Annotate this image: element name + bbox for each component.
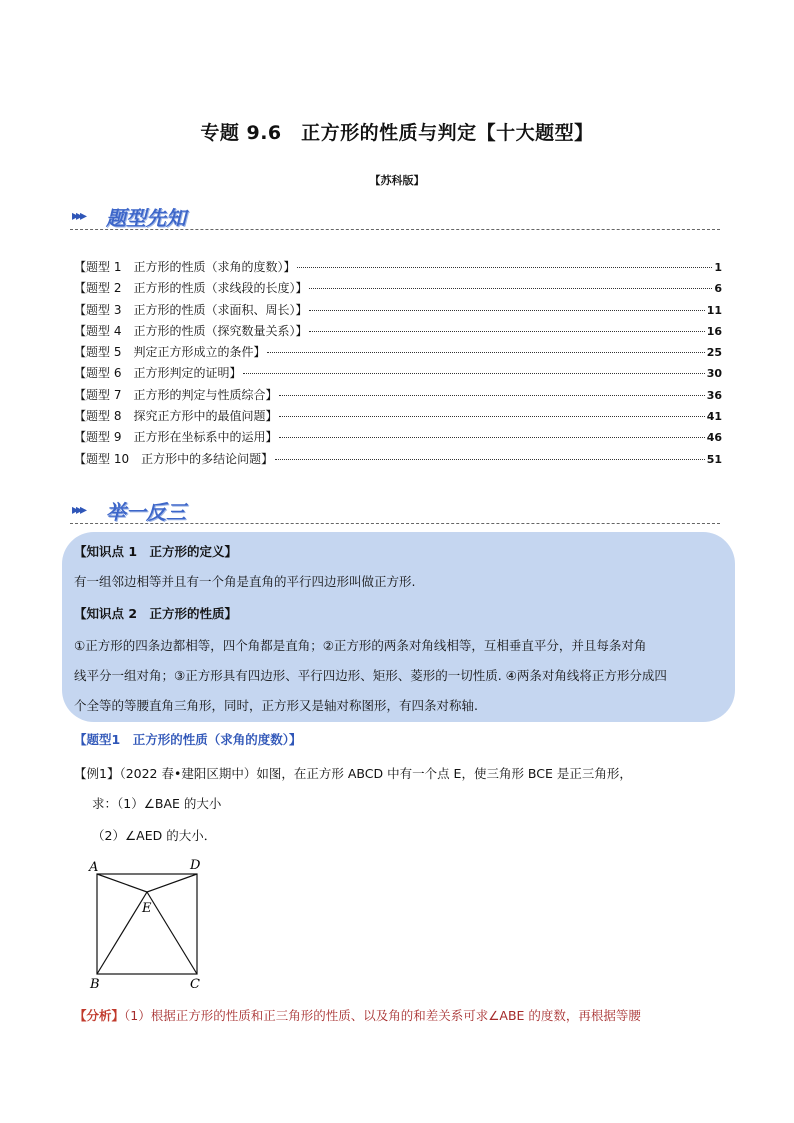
segment-ce — [147, 892, 197, 974]
toc-label: 【题型 4 正方形的性质（探究数量关系）】 — [74, 323, 308, 338]
leader-dots — [243, 373, 704, 374]
vertex-label-a: A — [89, 860, 99, 875]
analysis-line — [74, 1006, 641, 1024]
toc-item[interactable] — [74, 428, 722, 449]
knowledge-point-1-text: 有一组邻边相等并且有一个角是直角的平行四边形叫做正方形. — [74, 574, 416, 589]
leader-dots — [309, 310, 704, 311]
leader-dots — [309, 331, 704, 332]
toc-label: 【题型 8 探究正方形中的最值问题】 — [74, 409, 278, 424]
toc-item[interactable] — [74, 322, 722, 343]
square-abcd — [97, 874, 197, 974]
vertex-label-c: C — [190, 977, 200, 992]
toc-item[interactable] — [74, 343, 722, 364]
toc-label: 【题型 6 正方形判定的证明】 — [74, 366, 242, 381]
toc-page: 1 — [714, 261, 722, 274]
example-1-part-1: 求：（1）∠BAE 的大小 — [92, 796, 222, 811]
toc-label: 【题型 5 判定正方形成立的条件】 — [74, 345, 266, 360]
toc-page: 30 — [706, 367, 722, 381]
document-title: 专题 9.6 正方形的性质与判定【十大题型】 — [200, 122, 594, 144]
point-label-e: E — [142, 901, 152, 916]
leader-dots — [267, 352, 704, 353]
triple-arrow-icon: ▸▸▸ — [72, 208, 85, 224]
leader-dots — [275, 459, 705, 460]
toc-page: 25 — [706, 346, 722, 360]
toc-label: 【题型 9 正方形在坐标系中的运用】 — [74, 430, 278, 445]
edition-label: 【苏科版】 — [369, 174, 425, 187]
example-1-question: 【例1】（2022 春•建阳区期中）如图，在正方形 ABCD 中有一个点 E，使三角形 BCE 是正三角形， — [74, 766, 632, 781]
leader-dots — [279, 416, 704, 417]
knowledge-point-2-line: ①正方形的四条边都相等，四个角都是直角；②正方形的两条对角线相等，互相垂直平分，并且每条对角 — [74, 638, 647, 653]
table-of-contents — [74, 258, 722, 471]
toc-item[interactable] — [74, 364, 722, 385]
square-figure — [86, 852, 216, 994]
knowledge-panel — [62, 532, 735, 722]
knowledge-point-2-line: 个全等的等腰直角三角形，同时，正方形又是轴对称图形，有四条对称轴. — [74, 698, 478, 713]
vertex-label-d: D — [190, 858, 201, 873]
toc-label: 【题型 10 正方形中的多结论问题】 — [74, 451, 274, 466]
type-1-heading: 【题型1 正方形的性质（求角的度数）】 — [74, 732, 302, 747]
toc-item[interactable] — [74, 301, 722, 322]
toc-page: 51 — [706, 452, 722, 466]
toc-page: 11 — [706, 303, 722, 317]
knowledge-point-2-line: 线平分一组对角；③正方形具有四边形、平行四边形、矩形、菱形的一切性质. ④两条对角线将正方形分成四 — [74, 668, 667, 683]
knowledge-point-2-title: 【知识点 2 正方形的性质】 — [74, 606, 238, 621]
toc-label: 【题型 1 正方形的性质（求角的度数）】 — [74, 260, 296, 274]
toc-page: 16 — [706, 324, 722, 338]
toc-item[interactable] — [74, 407, 722, 428]
toc-page: 46 — [706, 431, 722, 445]
leader-dots — [309, 288, 712, 289]
toc-item[interactable] — [74, 386, 722, 407]
knowledge-point-1-title: 【知识点 1 正方形的定义】 — [74, 544, 238, 559]
leader-dots — [279, 437, 704, 438]
toc-label: 【题型 2 正方形的性质（求线段的长度）】 — [74, 281, 308, 296]
section-heading-text: 举一反三 — [106, 500, 186, 524]
toc-page: 41 — [706, 410, 722, 424]
example-1-part-2: （2）∠AED 的大小． — [92, 828, 217, 843]
toc-page: 6 — [714, 282, 722, 296]
toc-page: 36 — [706, 388, 722, 402]
section-heading-text: 题型先知 — [106, 206, 186, 230]
toc-item[interactable] — [74, 258, 722, 279]
triple-arrow-icon: ▸▸▸ — [72, 502, 85, 518]
segment-be — [97, 892, 147, 974]
toc-label: 【题型 3 正方形的性质（求面积、周长）】 — [74, 302, 308, 317]
section-heading-examples — [70, 496, 720, 526]
leader-dots — [279, 395, 704, 396]
toc-label: 【题型 7 正方形的判定与性质综合】 — [74, 387, 278, 402]
leader-dots — [297, 267, 712, 268]
segment-de — [147, 874, 197, 892]
section-heading-types — [70, 202, 720, 232]
analysis-tag: 【分析】 — [74, 1008, 125, 1023]
analysis-text: （1）根据正方形的性质和正三角形的性质、以及角的和差关系可求∠ABE 的度数，再根据等腰 — [124, 1008, 641, 1023]
vertex-label-b: B — [90, 977, 100, 992]
toc-item[interactable] — [74, 450, 722, 471]
dashed-divider — [70, 523, 720, 524]
dashed-divider — [70, 229, 720, 230]
toc-item[interactable] — [74, 279, 722, 300]
segment-ae — [97, 874, 147, 892]
